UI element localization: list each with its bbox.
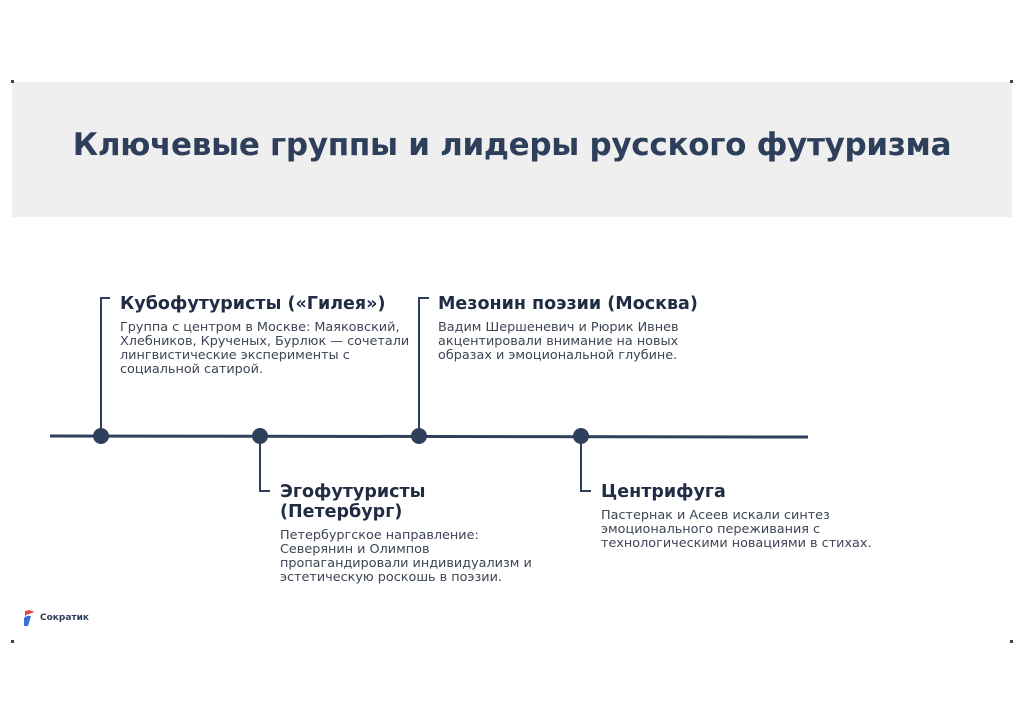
logo-text: Сократик [40, 613, 90, 623]
connector-4 [581, 436, 591, 491]
connector-3 [419, 298, 429, 436]
timeline-dot-3 [411, 428, 427, 444]
page-title: Ключевые группы и лидеры русского футуризма [72, 127, 952, 163]
item-text: Вадим Шершеневич и Рюрик Ивнев акцентировали внимание на новых образах и эмоциональной глубине. [438, 320, 679, 363]
connector-2 [260, 436, 270, 491]
timeline-item-kubofuturisty [120, 294, 410, 377]
timeline-item-egofuturisty [280, 482, 555, 585]
timeline-axis [50, 436, 808, 437]
connector-1 [101, 298, 110, 436]
timeline-dot-2 [252, 428, 268, 444]
item-text: Группа с центром в Москве: Маяковский, Хлебников, Крученых, Бурлюк — сочетали лингвистические эксперименты с социальной сатирой. [120, 320, 410, 377]
timeline-dot-1 [93, 428, 109, 444]
sokratik-logo [22, 604, 89, 632]
sokratik-logo-icon [22, 609, 36, 627]
timeline-dot-4 [573, 428, 589, 444]
item-title: Эгофутуристы (Петербург) [280, 482, 426, 522]
item-title: Центрифуга [601, 482, 726, 502]
item-text: Пастернак и Асеев искали синтез эмоционального переживания с технологическими новациями в стихах. [601, 508, 872, 551]
item-title: Мезонин поэзии (Москва) [438, 294, 698, 314]
item-text: Петербургское направление: Северянин и Олимпов пропагандировали индивидуализм и эстетическую роскошь в поэзии. [280, 528, 532, 585]
item-title: Кубофутуристы («Гилея») [120, 294, 386, 314]
timeline-item-mezonin [438, 294, 738, 363]
timeline-item-centrifuga [601, 482, 891, 551]
